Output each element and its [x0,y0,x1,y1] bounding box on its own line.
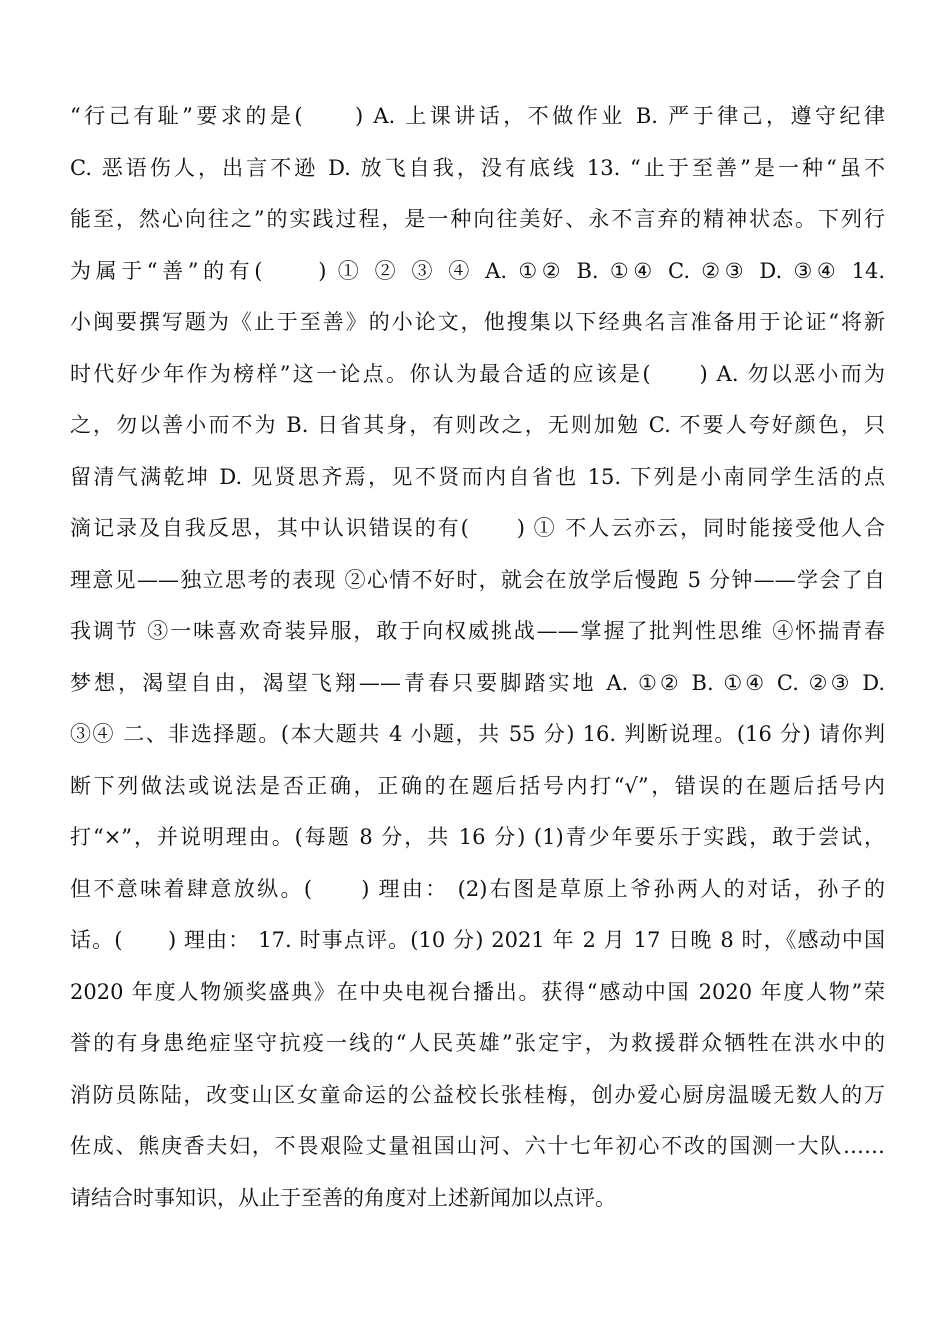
text-line: 请结合时事知识，从止于至善的角度对上述新闻加以点评。 [70,1185,616,1210]
text-line: 滴记录及自我反思，其中认识错误的有( ) ① 不人云亦云，同时能接受他人合 [70,516,885,540]
text-line: 时代好少年作为榜样”这一论点。你认为最合适的应该是( ) A. 勿以恶小而为 [70,361,885,386]
text-line: 消防员陈陆，改变山区女童命运的公益校长张桂梅，创办爱心厨房温暖无数人的万 [70,1082,885,1107]
text-line: 断下列做法或说法是否正确，正确的在题后括号内打“√”，错误的在题后括号内 [70,773,885,798]
text-line: 誉的有身患绝症坚守抗疫一线的“人民英雄”张定宇，为救援群众牺牲在洪水中的 [70,1031,885,1055]
document-body [70,91,885,1224]
text-line: C. 恶语伤人，出言不逊 D. 放飞自我，没有底线 13. “止于至善”是一种“虽不 [70,155,885,180]
text-line: 打“×”，并说明理由。(每题 8 分，共 16 分) (1)青少年要乐于实践，敢于尝试， [70,825,885,849]
text-line: 之，勿以善小而不为 B. 日省其身，有则改之，无则加勉 C. 不要人夸好颜色，只 [70,413,885,437]
text-line: 能至，然心向往之”的实践过程，是一种向往美好、永不言弃的精神状态。下列行 [70,207,885,231]
text-line: 佐成、熊庚香夫妇，不畏艰险丈量祖国山河、六十七年初心不改的国测一大队…… [70,1134,885,1158]
text-line: ③④ 二、非选择题。(本大题共 4 小题，共 55 分) 16. 判断说理。(16 分) 请你判 [70,722,885,746]
text-line: 小闽要撰写题为《止于至善》的小论文，他搜集以下经典名言准备用于论证“将新 [70,310,885,334]
text-line: 2020 年度人物颁奖盛典》在中央电视台播出。获得“感动中国 2020 年度人物”荣 [70,979,885,1004]
text-line: 梦想，渴望自由，渴望飞翔——青春只要脚踏实地 A. ①② B. ①④ C. ②③ D. [70,670,885,695]
text-line: 理意见——独立思考的表现 ②心情不好时，就会在放学后慢跑 5 分钟——学会了自 [70,567,885,592]
text-line: 我调节 ③一味喜欢奇装异服，敢于向权威挑战——掌握了批判性思维 ④怀揣青春 [70,619,885,643]
text-line: “行己有耻”要求的是( ) A. 上课讲话，不做作业 B. 严于律己，遵守纪律 [70,104,885,128]
text-line: 留清气满乾坤 D. 见贤思齐焉，见不贤而内自省也 15. 下列是小南同学生活的点 [70,464,885,489]
text-line: 为属于“善”的有( ) ① ② ③ ④ A. ①② B. ①④ C. ②③ D. ③④ 14. [70,258,885,283]
text-line: 但不意味着肆意放纵。( ) 理由： (2)右图是草原上爷孙两人的对话，孙子的 [70,876,885,901]
text-line: 话。( ) 理由： 17. 时事点评。(10 分) 2021 年 2 月 17 日晚 8 时，《感动中国 [70,928,885,952]
